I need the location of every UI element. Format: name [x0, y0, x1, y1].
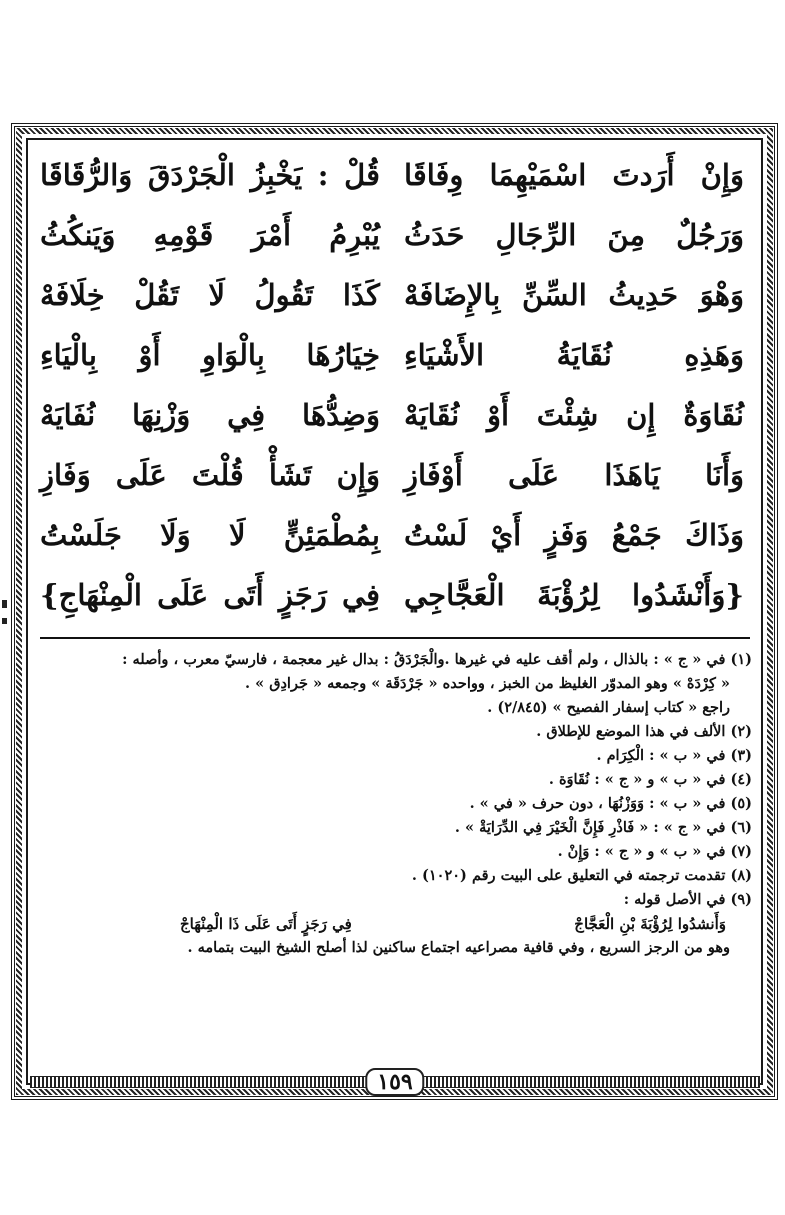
verse-second-hemistich: قُلْ : يَخْبِزُ الْجَرْدَقَ وَالرُّقَاقَا [40, 158, 380, 192]
verse-second-hemistich: يُبْرِمُ أَمْرَ قَوْمِهِ وَيَنكُثُ [40, 218, 380, 252]
verse-second-hemistich: وَإِن تَشَأْ قُلْتَ عَلَى وَفَازِ [40, 458, 380, 492]
footnote-9-verse [40, 912, 752, 936]
verse-4 [30, 325, 760, 385]
footnote-3: (٣) في « ب » : الْكِرَام . [596, 747, 752, 764]
verse-first-hemistich: وَذَاكَ جَمْعُ وَفَزٍ أَيْ لَسْتُ [404, 518, 744, 552]
verse-first-hemistich: وَرَجُلٌ مِنَ الرِّجَالِ حَدَثُ [404, 218, 744, 252]
verse-second-hemistich: كَذَا تَقُولُ لَا تَقُلْ خِلَافَهْ [40, 278, 380, 312]
footnote-verse-first-hemistich: وَأَنشدُوا لِرُؤْبَةَ بْنِ الْعَجَّاجْ [574, 915, 726, 933]
verse-2 [30, 205, 760, 265]
verse-second-hemistich: بِمُطْمَئِنٍّ لَا وَلَا جَلَسْتُ [40, 518, 380, 552]
footnote-4: (٤) في « ب » و « ج » : نُقَاوَة . [548, 771, 752, 788]
footnote-1-continued: « كِرْدَهْ » وهو المدوّر الغليظ من الخبز ، وواحده « جَرْدَقَة » وجمعه « جَرادِق » . [245, 675, 730, 692]
verse-7 [30, 505, 760, 565]
footnote-1-reference: راجع « كتاب إسفار الفصيح » (٢/٨٤٥) . [487, 699, 730, 716]
verse-5 [30, 385, 760, 445]
verse-1 [30, 145, 760, 205]
footnotes [40, 648, 752, 960]
footnote-1: (١) في « ج » : بالذال ، ولم أقف عليه في غيرها .والْجَرْدَقُ : بدال غير معجمة ، فارسيّ معرب ، وأصله : [122, 651, 752, 668]
footnote-verse-second-hemistich: فِي رَجَزٍ أَتَى عَلَى ذَا الْمِنْهَاجْ [180, 915, 352, 933]
footnote-6: (٦) في « ج » : « فَاذْرِ فَإِنَّ الْخَيْرَ فِي الدِّرَايَةْ » . [454, 819, 752, 836]
verse-second-hemistich: خِيَارُهَا بِالْوَاوِ أَوْ بِالْيَاءِ [40, 338, 380, 372]
verse-first-hemistich: وَإِنْ أَرَدتَ اسْمَيْهِمَا وِفَاقَا [404, 158, 744, 192]
footnote-7: (٧) في « ب » و « ج » : وَإِنْ . [557, 843, 752, 860]
margin-mark [2, 618, 7, 624]
verse-first-hemistich: نُقَاوَةٌ إِن شِئْتَ أَوْ نُقَايَهْ [404, 398, 744, 432]
margin-mark [2, 600, 7, 608]
verse-6 [30, 445, 760, 505]
poem [30, 145, 760, 630]
footnote-5: (٥) في « ب » : وَوَزْنُهَا ، دون حرف « في » . [469, 795, 752, 812]
footnote-2: (٢) الألف في هذا الموضع للإطلاق . [536, 723, 752, 740]
verse-first-hemistich: وَهَذِهِ نُقَايَةُ الأَشْيَاءِ [404, 338, 744, 372]
verse-second-hemistich: وَضِدُّهَا فِي وَزْنِهَا نُفَايَهْ [40, 398, 380, 432]
verse-3 [30, 265, 760, 325]
verse-first-hemistich: وَأَنَا يَاهَذَا عَلَى أَوْفَازِ [404, 458, 744, 492]
verse-8 [30, 565, 760, 625]
verse-second-hemistich: فِي رَجَزٍ أَتَى عَلَى الْمِنْهَاجِ} [40, 578, 380, 612]
footnote-9: (٩) في الأصل قوله : [623, 891, 752, 908]
verse-first-hemistich: {وَأَنْشَدُوا لِرُؤْبَةَ الْعَجَّاجِي [404, 578, 744, 612]
footnote-9-explanation: وهو من الرجز السريع ، وفي قافية مصراعيه اجتماع ساكنين لذا أصلح الشيخ البيت بتمامه . [187, 939, 730, 956]
footnote-8: (٨) تقدمت ترجمته في التعليق على البيت رقم (١٠٢٠) . [411, 867, 752, 884]
verse-first-hemistich: وَهْوَ حَدِيثُ السِّنِّ بِالإِضَافَهْ [404, 278, 744, 312]
footnote-divider [40, 637, 750, 639]
page-footer [30, 1068, 760, 1096]
page-number: ١٥٩ [365, 1068, 424, 1096]
